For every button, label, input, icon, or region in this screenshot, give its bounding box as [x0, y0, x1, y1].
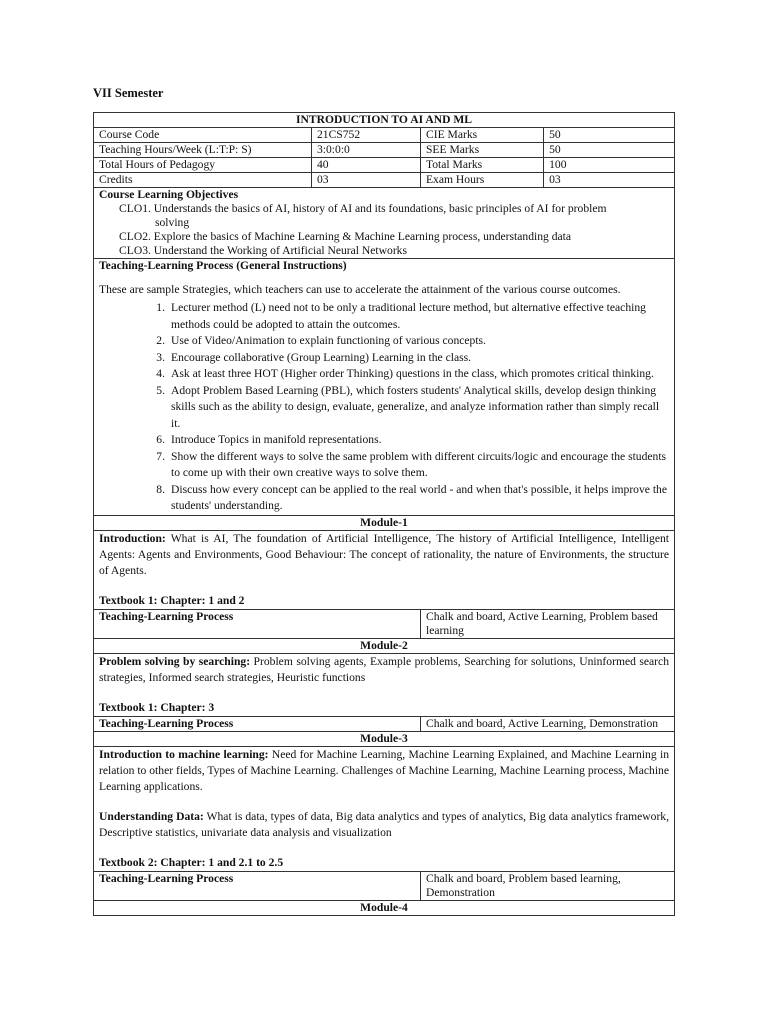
info-label: Total Marks — [420, 158, 543, 173]
list-item: 1. Lecturer method (L) need not to be only a traditional lecture method, but alternative effective teaching methods could be adopted to attain the outcomes. — [156, 301, 646, 331]
strategy-list — [99, 300, 669, 515]
module-content — [94, 746, 675, 871]
course-info-row — [94, 158, 675, 173]
list-item: 2. Use of Video/Animation to explain functioning of various concepts. — [156, 334, 486, 347]
tlp-value: Chalk and board, Active Learning, Demonstration — [420, 716, 674, 731]
syllabus-table — [93, 112, 675, 916]
tlp-value: Chalk and board, Problem based learning, Demonstration — [420, 871, 674, 900]
info-value: 50 — [544, 128, 675, 143]
textbook-ref: Textbook 1: Chapter: 1 and 2 — [99, 593, 245, 607]
info-label: Credits — [94, 173, 312, 188]
textbook-ref: Textbook 1: Chapter: 3 — [99, 700, 215, 714]
list-item: 4. Ask at least three HOT (Higher order Thinking) questions in the class, which promotes critical thinking. — [156, 367, 654, 380]
info-value: 03 — [544, 173, 675, 188]
course-info-row — [94, 128, 675, 143]
textbook-ref: Textbook 2: Chapter: 1 and 2.1 to 2.5 — [99, 855, 284, 869]
list-item: 6. Introduce Topics in manifold representations. — [156, 433, 382, 446]
objectives-section — [94, 188, 675, 259]
module-heading: Module-3 — [94, 731, 675, 746]
module-heading: Module-1 — [94, 515, 675, 530]
module-body: What is AI, The foundation of Artificial Intelligence, The history of Artificial Intelligence, Intelligent Agents: Agents and Environments, Good Behaviour: The concept of rationality, the nature of Environments, the structure of Agents. — [99, 531, 669, 577]
module-body: Need for Machine Learning, Machine Learning Explained, and Machine Learning in relation to other fields, Types of Machine Learning. Challenges of Machine Learning, Machine Learning process, Machine Learning applications. — [99, 747, 669, 793]
course-title: INTRODUCTION TO AI AND ML — [94, 113, 675, 128]
tlp-value: Chalk and board, Active Learning, Problem based learning — [420, 609, 674, 638]
list-item: 8. Discuss how every concept can be applied to the real world - and when that's possible, it helps improve the students' understanding. — [156, 482, 667, 512]
module-body: Problem solving agents, Example problems, Searching for solutions, Uninformed search strategies, Informed search strategies, Heuristic functions — [99, 654, 669, 684]
tlp-label: Teaching-Learning Process — [94, 609, 421, 638]
module-lead: Problem solving by searching: — [99, 654, 251, 668]
module-heading: Module-4 — [94, 900, 675, 915]
module-content — [94, 653, 675, 716]
tlp-intro: These are sample Strategies, which teachers can use to accelerate the attainment of the various course outcomes. — [99, 283, 621, 296]
info-label: SEE Marks — [420, 143, 543, 158]
objectives-heading: Course Learning Objectives — [99, 188, 239, 201]
list-item: 3. Encourage collaborative (Group Learning) Learning in the class. — [156, 350, 472, 364]
clo-item: CLO2. Explore the basics of Machine Learning & Machine Learning process, understanding data — [119, 230, 572, 243]
info-value: 40 — [311, 158, 420, 173]
list-item: 7. Show the different ways to solve the same problem with different circuits/logic and encourage the students to come up with their own creative ways to solve them. — [156, 449, 667, 479]
tlp-label: Teaching-Learning Process — [94, 716, 421, 731]
info-label: Course Code — [94, 128, 312, 143]
tlp-section — [94, 259, 675, 516]
course-info-row — [94, 173, 675, 188]
info-value: 3:0:0:0 — [311, 143, 420, 158]
info-label: CIE Marks — [420, 128, 543, 143]
semester-label: VII Semester — [93, 86, 164, 100]
info-label: Total Hours of Pedagogy — [94, 158, 312, 173]
list-item: 5. Adopt Problem Based Learning (PBL), which fosters students' Analytical skills, develop design thinking skills such as the ability to design, evaluate, generalize, and analyze information rather than simply recall it. — [156, 383, 660, 430]
info-label: Exam Hours — [420, 173, 543, 188]
info-value: 50 — [544, 143, 675, 158]
info-value: 21CS752 — [311, 128, 420, 143]
info-value: 03 — [311, 173, 420, 188]
module-heading: Module-2 — [94, 638, 675, 653]
module-body: What is data, types of data, Big data analytics and types of analytics, Big data analytics framework, Descriptive statistics, univariate data analysis and visualization — [99, 809, 670, 839]
module-lead: Introduction: — [99, 531, 166, 545]
tlp-label: Teaching-Learning Process — [94, 871, 421, 900]
info-value: 100 — [544, 158, 675, 173]
module-lead: Understanding Data: — [99, 809, 204, 823]
tlp-heading: Teaching-Learning Process (General Instructions) — [99, 259, 347, 272]
module-content — [94, 530, 675, 609]
clo-item: CLO3. Understand the Working of Artificial Neural Networks — [119, 244, 407, 257]
info-label: Teaching Hours/Week (L:T:P: S) — [94, 143, 312, 158]
clo-item: CLO1. Understands the basics of AI, history of AI and its foundations, basic principles of AI for problem — [119, 202, 607, 215]
module-lead: Introduction to machine learning: — [99, 747, 269, 761]
clo-item-continuation: solving — [155, 216, 190, 229]
course-info-row — [94, 143, 675, 158]
